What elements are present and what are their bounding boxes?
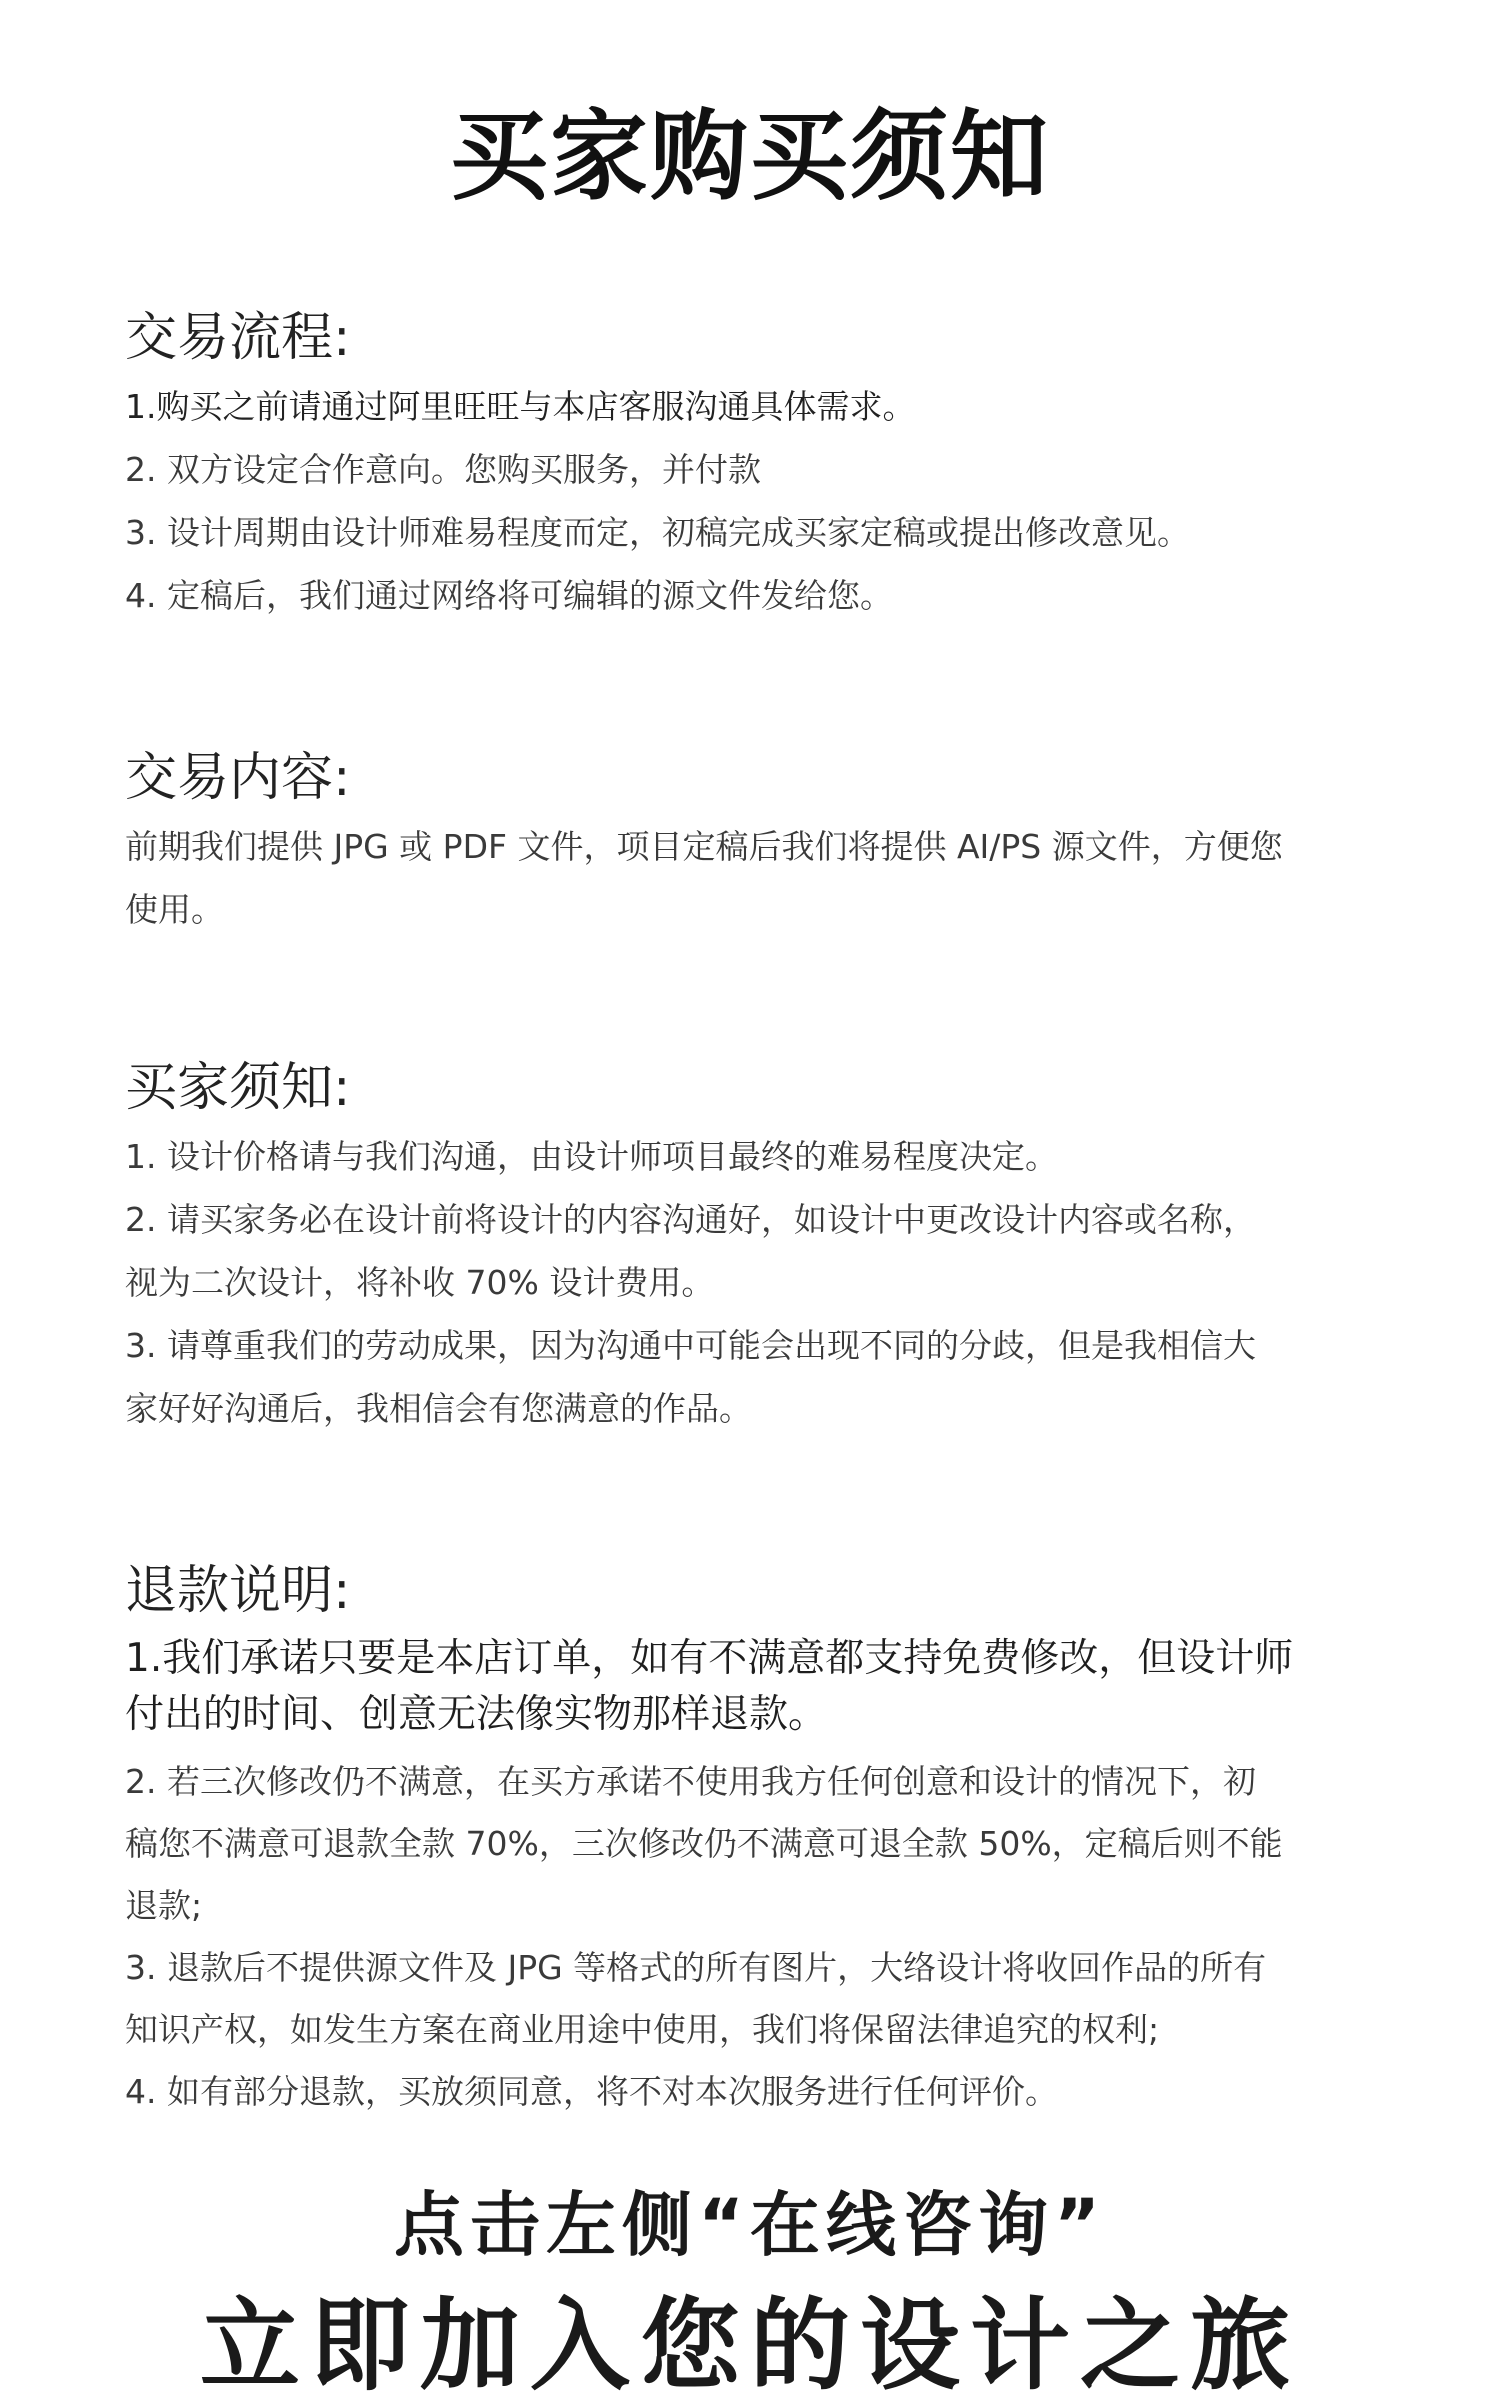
content-section [125, 748, 1375, 942]
refund-line-7: 知识产权，如发生方案在商业用途中使用，我们将保留法律追究的权利; [125, 2010, 1160, 2049]
refund-line-6: 3. 退款后不提供源文件及 JPG 等格式的所有图片，大络设计将收回作品的所有 [125, 1948, 1267, 1987]
notice-line-5: 家好好沟通后，我相信会有您满意的作品。 [125, 1389, 752, 1428]
process-heading: 交易流程: [125, 308, 351, 368]
refund-heading: 退款说明: [125, 1561, 351, 1621]
cta-line-1: 点击左侧“在线咨询” [393, 2184, 1106, 2266]
notice-heading: 买家须知: [125, 1058, 351, 1118]
refund-section [125, 1561, 1375, 2125]
process-step-3: 3. 设计周期由设计师难易程度而定，初稿完成买家定稿或提出修改意见。 [125, 513, 1190, 552]
notice-line-3: 视为二次设计，将补收 70% 设计费用。 [125, 1263, 715, 1302]
notice-line-2: 2. 请买家务必在设计前将设计的内容沟通好，如设计中更改设计内容或名称， [125, 1200, 1256, 1239]
cta-line-2: 立即加入您的设计之旅 [200, 2287, 1300, 2404]
refund-line-8: 4. 如有部分退款，买放须同意，将不对本次服务进行任何评价。 [125, 2072, 1058, 2111]
page-title: 买家购买须知 [449, 100, 1050, 214]
process-step-1: 1.购买之前请通过阿里旺旺与本店客服沟通具体需求。 [125, 387, 916, 426]
notice-line-4: 3. 请尊重我们的劳动成果，因为沟通中可能会出现不同的分歧，但是我相信大 [125, 1326, 1256, 1365]
content-heading: 交易内容: [125, 748, 351, 808]
refund-line-5: 退款; [125, 1886, 203, 1925]
process-step-2: 2. 双方设定合作意向。您购买服务，并付款 [125, 450, 761, 489]
notice-line-1: 1. 设计价格请与我们沟通，由设计师项目最终的难易程度决定。 [125, 1137, 1058, 1176]
refund-line-4: 稿您不满意可退款全款 70%，三次修改仍不满意可退全款 50%，定稿后则不能 [125, 1824, 1283, 1863]
content-line-2: 使用。 [125, 890, 224, 929]
process-step-4: 4. 定稿后，我们通过网络将可编辑的源文件发给您。 [125, 576, 893, 615]
refund-line-1: 1.我们承诺只要是本店订单，如有不满意都支持免费修改，但设计师 [125, 1636, 1294, 1681]
content-line-1: 前期我们提供 JPG 或 PDF 文件，项目定稿后我们将提供 AI/PS 源文件，方便您 [125, 827, 1283, 866]
process-section [125, 308, 1375, 642]
refund-line-3: 2. 若三次修改仍不满意，在买方承诺不使用我方任何创意和设计的情况下，初 [125, 1762, 1256, 1801]
refund-line-2: 付出的时间、创意无法像实物那样退款。 [125, 1692, 828, 1737]
notice-section [125, 1058, 1375, 1428]
